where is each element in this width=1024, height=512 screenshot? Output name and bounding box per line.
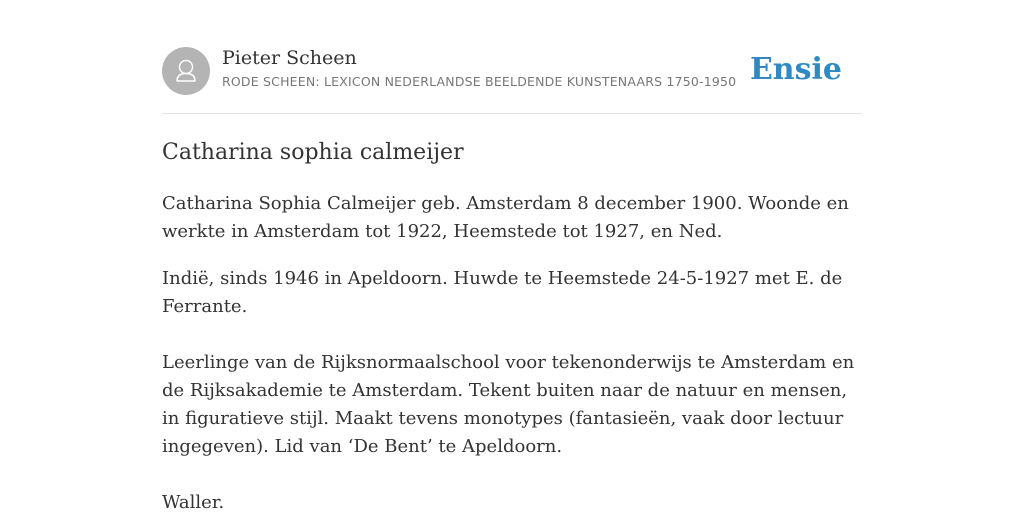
avatar[interactable]	[162, 47, 210, 95]
divider	[162, 113, 862, 114]
source-label[interactable]: RODE SCHEEN: LEXICON NEDERLANDSE BEELDENDE KUNSTENAARS 1750-1950	[222, 74, 737, 89]
user-icon	[162, 47, 210, 95]
article-title: Catharina sophia calmeijer	[162, 140, 464, 165]
author-header	[162, 46, 862, 96]
article-body	[162, 190, 866, 512]
paragraph: Leerlinge van de Rijksnormaalschool voor tekenonderwijs te Amsterdam en de Rijksakademie te Amsterdam. Tekent buiten naar de natuur en mensen, in figuratieve stijl. Maakt tevens monotypes (fantasieën, vaak door lectuur ingegeven). Lid van ‘De Bent’ te Apeldoorn.	[162, 352, 855, 457]
paragraph: Catharina Sophia Calmeijer geb. Amsterdam 8 december 1900. Woonde en werkte in Amsterdam tot 1922, Heemstede tot 1927, en Ned.	[162, 193, 849, 242]
author-name[interactable]: Pieter Scheen	[222, 47, 357, 69]
paragraph: Waller.	[162, 492, 225, 512]
paragraph: Indië, sinds 1946 in Apeldoorn. Huwde te Heemstede 24-5-1927 met E. de Ferrante.	[162, 268, 843, 317]
ensie-logo[interactable]: Ensie	[749, 52, 842, 87]
